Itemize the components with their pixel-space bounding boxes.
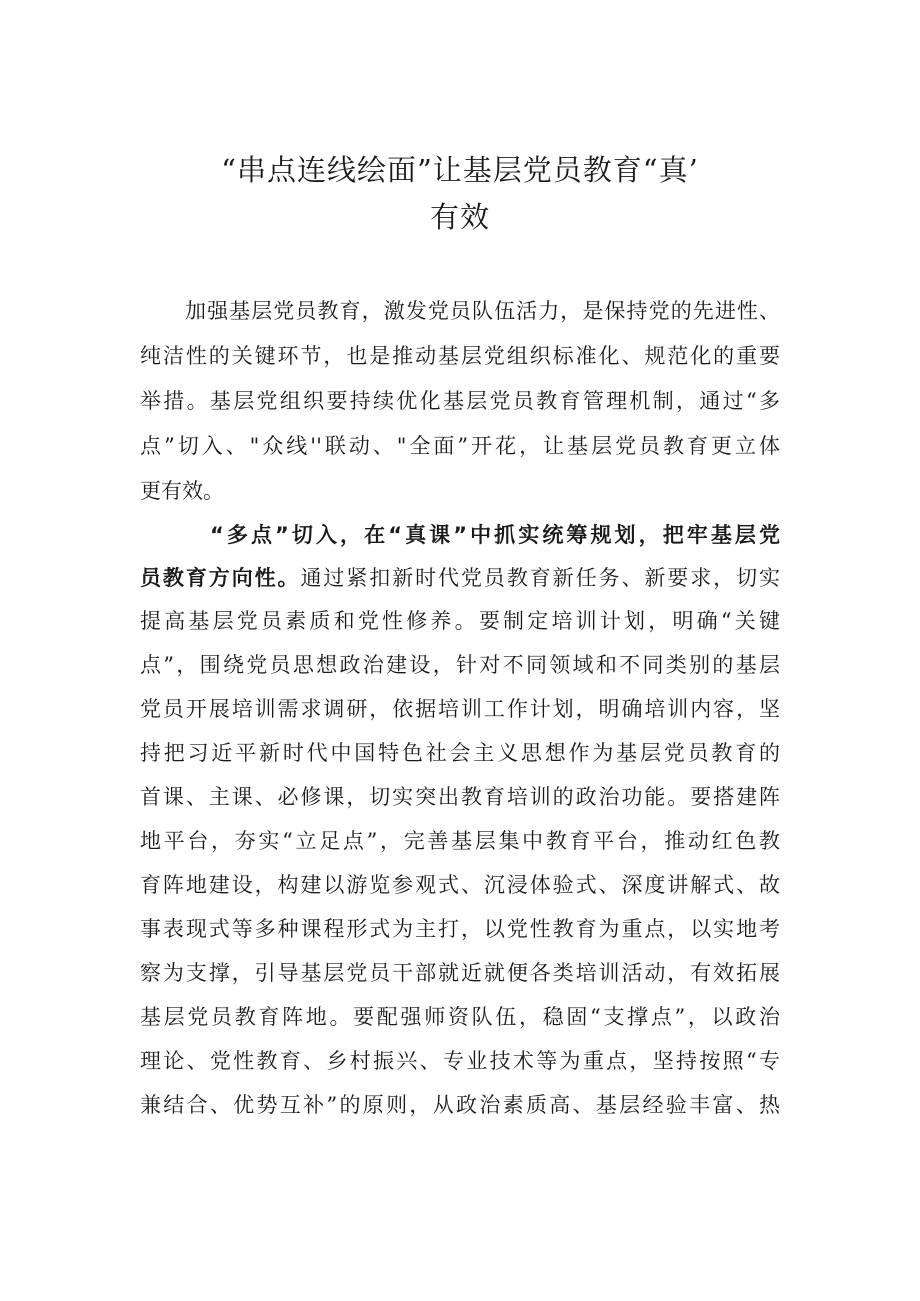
paragraph-2-line-11: 察为支撑，引导基层党员干部就近就便各类培训活动，有效拓展 [140,961,780,985]
paragraph-2-line-13: 理论、党性教育、乡村振兴、专业技术等为重点，坚持按照“专 [140,1049,780,1073]
paragraph-1-line-5: 更有效。 [140,479,224,503]
document-title-line-2: 有效 [429,200,490,234]
paragraph-2-line-8: 地平台，夯实“立足点”，完善基层集中教育平台，推动红色教 [140,829,780,853]
paragraph-2-line-12: 基层党员教育阵地。要配强师资队伍，稳固“支撑点”，以政治 [140,1005,780,1029]
paragraph-2-line-6: 持把习近平新时代中国特色社会主义思想作为基层党员教育的 [140,741,780,765]
paragraph-2-line-2-text: 通过紧扣新时代党员教育新任务、新要求，切实 [300,566,781,590]
paragraph-2-line-2 [140,563,780,593]
document-title-line-1: “串点连线绘面”让基层党员教育“真’ [221,153,699,187]
paragraph-1-line-2: 纯洁性的关键环节，也是推动基层党组织标准化、规范化的重要 [140,344,780,368]
paragraph-1-line-1: 加强基层党员教育，激发党员队伍活力，是保持党的先进性、 [185,299,780,323]
paragraph-2-line-10: 事表现式等多种课程形式为主打，以党性教育为重点，以实地考 [140,917,780,941]
paragraph-2-line-4: 点”，围绕党员思想政治建设，针对不同领域和不同类别的基层 [140,653,780,677]
paragraph-2-line-7: 首课、主课、必修课，切实突出教育培训的政治功能。要搭建阵 [140,785,780,809]
paragraph-2-line-9: 育阵地建设，构建以游览参观式、沉浸体验式、深度讲解式、故 [140,873,780,897]
paragraph-2-line-5: 党员开展培训需求调研，依据培训工作计划，明确培训内容，坚 [140,697,780,721]
paragraph-2-heading-line-1: “多点”切入，在“真课”中抓实统筹规划，把牢基层党 [210,523,780,547]
paragraph-2-line-14: 兼结合、优势互补”的原则，从政治素质高、基层经验丰富、热 [140,1093,780,1117]
paragraph-1-line-3: 举措。基层党组织要持续优化基层党员教育管理机制，通过“多 [140,389,780,413]
paragraph-2-line-3: 提高基层党员素质和党性修养。要制定培训计划，明确“关键 [140,609,780,633]
paragraph-1-line-4: 点”切入、"众线''联动、"全面”开花，让基层党员教育更立体 [140,434,780,458]
paragraph-2-heading-line-2: 员教育方向性。 [140,566,301,590]
